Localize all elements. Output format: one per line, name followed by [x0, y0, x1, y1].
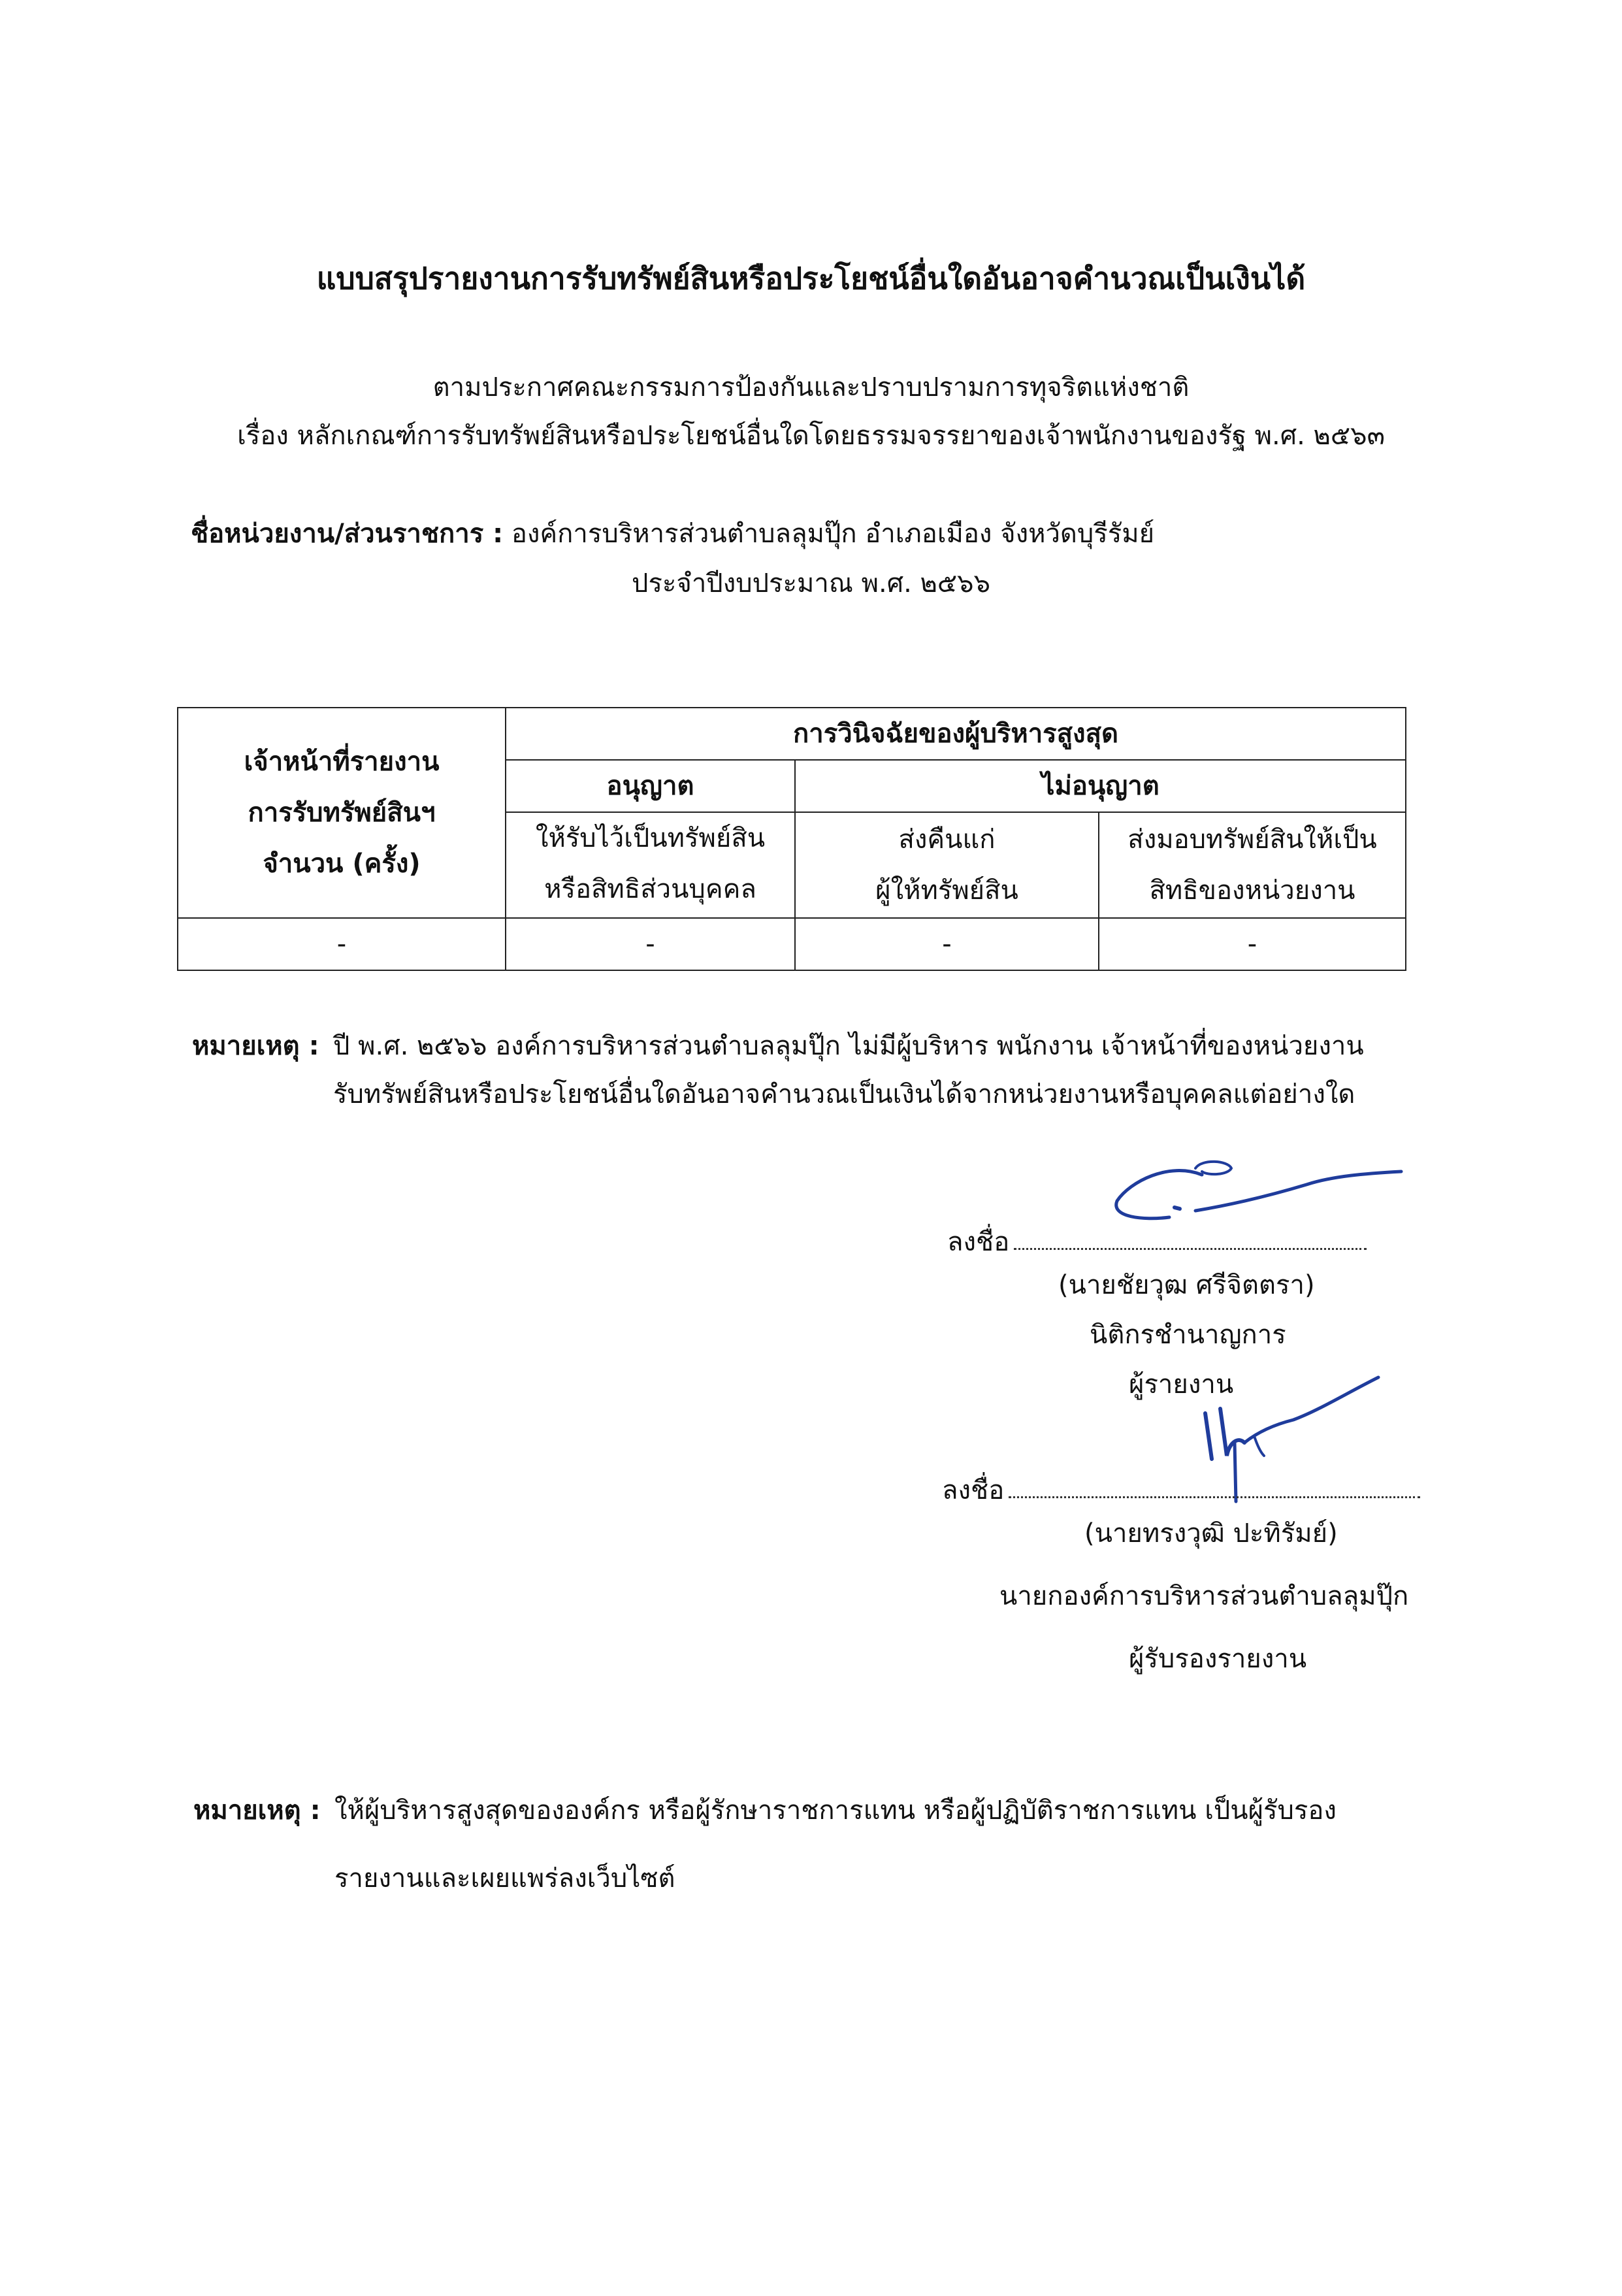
approver-position: นายกองค์การบริหารส่วนตำบลลุมปุ๊ก [999, 1581, 1409, 1611]
note-line-1: ปี พ.ศ. ๒๕๖๖ องค์การบริหารส่วนตำบลลุมปุ๊ก ไม่มีผู้บริหาร พนักงาน เจ้าหน้าที่ของหน่วยงาน [333, 1031, 1364, 1061]
approver-name: (นายทรงวุฒิ ปะทิรัมย์) [1084, 1518, 1338, 1549]
table-row [178, 918, 1406, 970]
agency-line [191, 517, 1154, 550]
signature-approver-image [1189, 1371, 1385, 1508]
decision-header: การวินิจฉัยของผู้บริหารสูงสุด [506, 708, 1406, 760]
deny-header: ไม่อนุญาต [795, 760, 1406, 812]
reporter-role: ผู้รายงาน [1129, 1369, 1234, 1400]
reporter-name: (นายชัยวุฒ ศรีจิตตรา) [1058, 1270, 1315, 1300]
allow-header: อนุญาต [506, 760, 795, 812]
approver-role: ผู้รับรองรายงาน [1129, 1644, 1307, 1674]
note2-line-2: รายงานและเผยแพร่ลงเว็บไซต์ [334, 1863, 675, 1894]
note-label-2: หมายเหตุ : [193, 1796, 321, 1826]
subtitle-line-1: ตามประกาศคณะกรรมการป้องกันและปราบปรามการทุจริตแห่งชาติ [432, 372, 1190, 402]
sign-label-reporter: ลงชื่อ [947, 1227, 1010, 1257]
table-cell: - [795, 918, 1099, 970]
signature-line-approver [1009, 1496, 1420, 1498]
deny-return-header: ส่งคืนแก่ ผู้ให้ทรัพย์สิน [795, 812, 1099, 918]
agency-label: ชื่อหน่วยงาน/ส่วนราชการ : [191, 519, 504, 549]
agency-value: องค์การบริหารส่วนตำบลลุมปุ๊ก อำเภอเมือง จังหวัดบุรีรัมย์ [511, 519, 1155, 549]
note-line-2: รับทรัพย์สินหรือประโยชน์อื่นใดอันอาจคำนวณเป็นเงินได้จากหน่วยงานหรือบุคคลแต่อย่างใด [333, 1079, 1355, 1109]
deny-handover-header: ส่งมอบทรัพย์สินให้เป็น สิทธิของหน่วยงาน [1099, 812, 1406, 918]
subtitle-line-2: เรื่อง หลักเกณฑ์การรับทรัพย์สินหรือประโยชน์อื่นใดโดยธรรมจรรยาของเจ้าพนักงานของรัฐ พ.ศ. ๒๕๖๓ [237, 421, 1385, 451]
allow-sub-header: ให้รับไว้เป็นทรัพย์สิน หรือสิทธิส่วนบุคคล [506, 812, 795, 918]
document-title: แบบสรุปรายงานการรับทรัพย์สินหรือประโยชน์อื่นใดอันอาจคำนวณเป็นเงินได้ [316, 261, 1306, 296]
signature-line-reporter [1014, 1248, 1367, 1250]
reporter-position: นิติกรชำนาญการ [1090, 1320, 1286, 1350]
note-label: หมายเหตุ : [192, 1031, 319, 1061]
signature-reporter-image [1104, 1155, 1418, 1234]
table-cell: - [1099, 918, 1406, 970]
fiscal-year: ประจำปีงบประมาณ พ.ศ. ๒๕๖๖ [632, 568, 990, 599]
report-table [177, 707, 1406, 971]
note2-line-1: ให้ผู้บริหารสูงสุดขององค์กร หรือผู้รักษาราชการแทน หรือผู้ปฏิบัติราชการแทน เป็นผู้รับรอง [334, 1796, 1337, 1826]
reporter-count-header: เจ้าหน้าที่รายงาน การรับทรัพย์สินฯ จำนวน (ครั้ง) [178, 708, 506, 918]
table-cell: - [506, 918, 795, 970]
table-cell: - [178, 918, 506, 970]
sign-label-approver: ลงชื่อ [942, 1475, 1005, 1505]
